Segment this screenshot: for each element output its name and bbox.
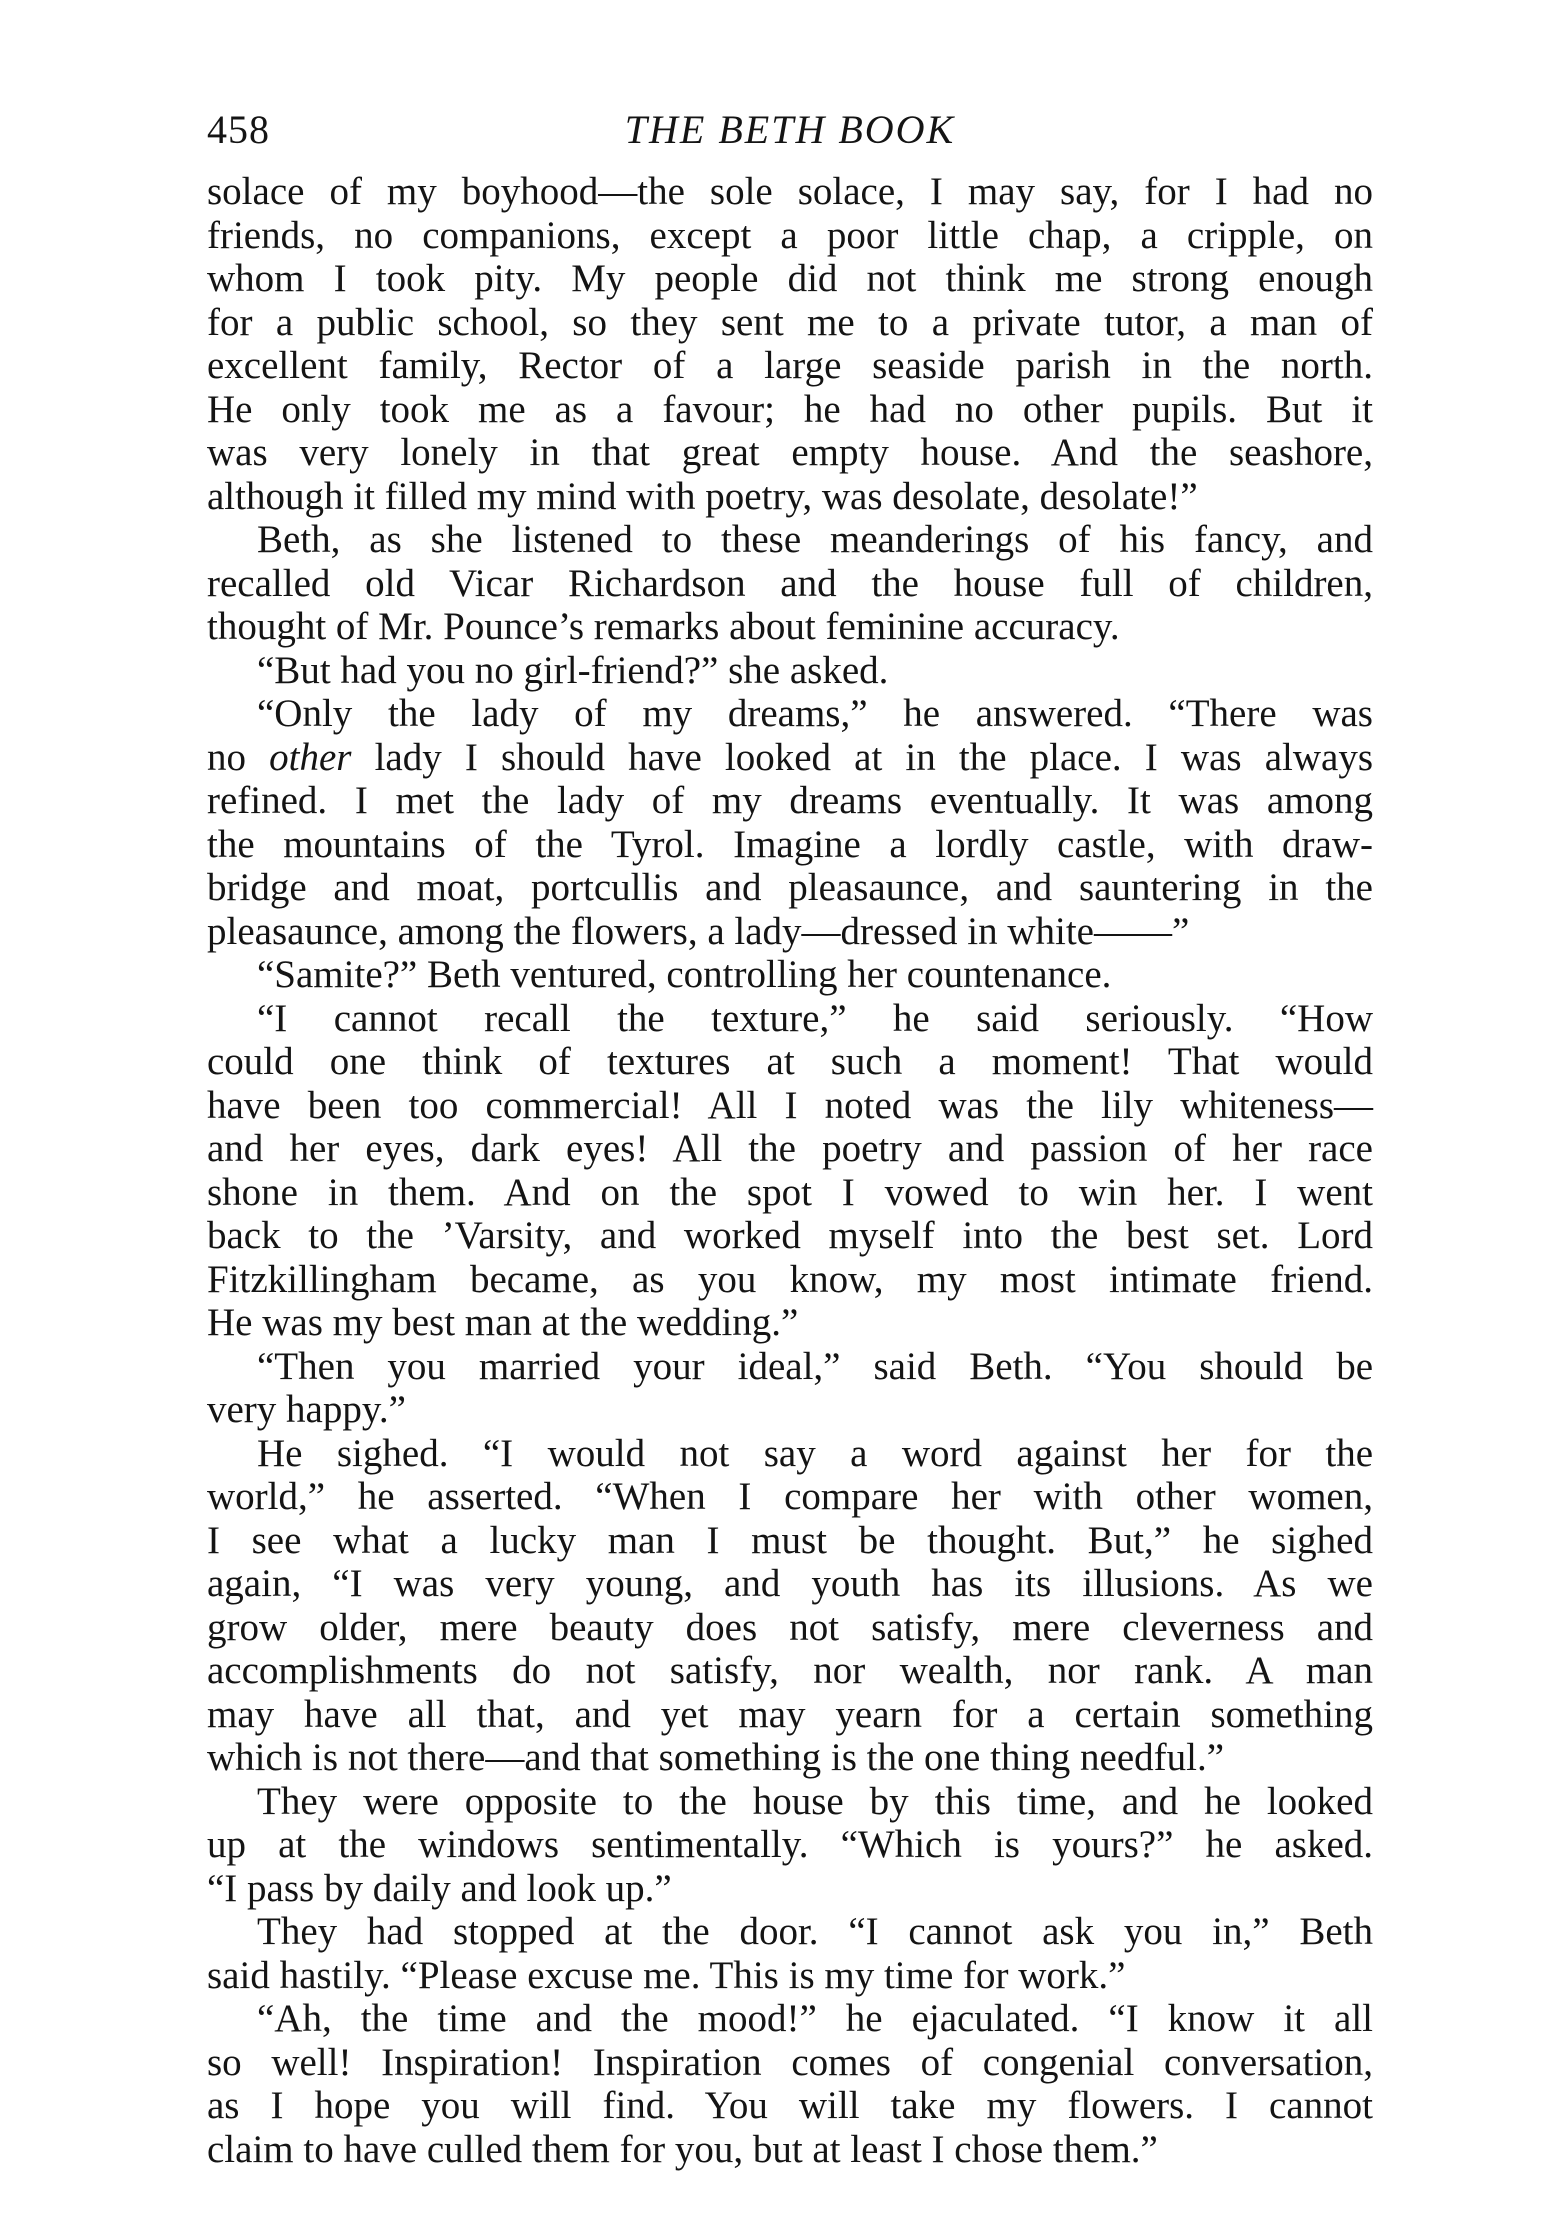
text-line: again, “I was very young, and youth has its illusions. As we	[207, 1562, 1373, 1605]
text-line: so well! Inspiration! Inspiration comes of congenial conversation,	[207, 2040, 1373, 2084]
text-line: I see what a lucky man I must be thought. But,” he sighed	[207, 1518, 1373, 1562]
paragraph	[207, 1432, 1373, 1780]
text-line: friends, no companions, except a poor little chap, a cripple, on	[207, 213, 1373, 257]
text-line: claim to have culled them for you, but at least I chose them.”	[207, 2127, 1158, 2171]
text-line: excellent family, Rector of a large seaside parish in the north.	[207, 344, 1373, 387]
text-line: have been too commercial! All I noted was the lily whiteness—	[207, 1083, 1373, 1127]
paragraph	[207, 953, 1373, 997]
text-line: up at the windows sentimentally. “Which is yours?” he asked.	[207, 1823, 1373, 1866]
text-line: Fitzkillingham became, as you know, my most intimate friend.	[207, 1257, 1373, 1301]
text-line: “But had you no girl-friend?” she asked.	[257, 648, 889, 692]
text-line: They were opposite to the house by this time, and he looked	[257, 1779, 1373, 1823]
text-line: “Then you married your ideal,” said Beth. “You should be	[257, 1344, 1373, 1388]
paragraph	[207, 692, 1373, 953]
text-line: could one think of textures at such a moment! That would	[207, 1040, 1373, 1083]
text-line: said hastily. “Please excuse me. This is my time for work.”	[207, 1953, 1126, 1997]
text-line: solace of my boyhood—the sole solace, I may say, for I had no	[207, 170, 1373, 213]
paragraph	[207, 1345, 1373, 1432]
text-line: the mountains of the Tyrol. Imagine a lordly castle, with draw-	[207, 822, 1373, 866]
text-line: world,” he asserted. “When I compare her with other women,	[207, 1475, 1373, 1518]
text-line: shone in them. And on the spot I vowed to win her. I went	[207, 1170, 1373, 1214]
paragraph	[207, 997, 1373, 1345]
paragraph	[207, 1997, 1373, 2171]
text-line: “Samite?” Beth ventured, controlling her countenance.	[257, 953, 1112, 996]
text-line: “I pass by daily and look up.”	[207, 1866, 672, 1910]
text-line: very happy.”	[207, 1388, 406, 1431]
text-line: “Only the lady of my dreams,” he answered. “There was	[257, 692, 1373, 735]
text-line: Beth, as she listened to these meanderings of his fancy, and	[257, 518, 1373, 561]
emphasis: other	[269, 735, 352, 779]
text-line: bridge and moat, portcullis and pleasaunce, and sauntering in the	[207, 866, 1373, 909]
text-line: “Ah, the time and the mood!” he ejaculated. “I know it all	[257, 1997, 1373, 2040]
text-line: for a public school, so they sent me to a private tutor, a man of	[207, 300, 1373, 344]
text-line: which is not there—and that something is the one thing needful.”	[207, 1736, 1225, 1779]
text-line: and her eyes, dark eyes! All the poetry and passion of her race	[207, 1127, 1373, 1170]
paragraph	[207, 170, 1373, 518]
text-line: He only took me as a favour; he had no other pupils. But it	[207, 387, 1373, 431]
paragraph	[207, 1910, 1373, 1997]
page-number: 458	[207, 107, 270, 152]
text-line: back to the ’Varsity, and worked myself into the best set. Lord	[207, 1214, 1373, 1257]
text-line: refined. I met the lady of my dreams eventually. It was among	[207, 779, 1373, 822]
text-line: grow older, mere beauty does not satisfy, mere cleverness and	[207, 1605, 1373, 1649]
text-line: They had stopped at the door. “I cannot ask you in,” Beth	[257, 1910, 1373, 1953]
body-text	[207, 170, 1373, 2171]
text-line: recalled old Vicar Richardson and the house full of children,	[207, 561, 1373, 605]
running-head	[207, 102, 1373, 158]
paragraph	[207, 1780, 1373, 1911]
text-line: may have all that, and yet may yearn for a certain something	[207, 1692, 1373, 1736]
text-line: accomplishments do not satisfy, nor wealth, nor rank. A man	[207, 1649, 1373, 1692]
text-line: He was my best man at the wedding.”	[207, 1301, 799, 1344]
text-line: pleasaunce, among the flowers, a lady—dressed in white——”	[207, 909, 1190, 953]
text-line: thought of Mr. Pounce’s remarks about feminine accuracy.	[207, 605, 1120, 648]
running-title: THE BETH BOOK	[624, 107, 956, 152]
text-line: although it filled my mind with poetry, was desolate, desolate!”	[207, 474, 1198, 518]
text-line: He sighed. “I would not say a word against her for the	[257, 1431, 1373, 1475]
text-line: no other lady I should have looked at in the place. I was always	[207, 735, 1374, 779]
text-line: was very lonely in that great empty house. And the seashore,	[207, 431, 1373, 474]
text-line: whom I took pity. My people did not think me strong enough	[207, 257, 1373, 300]
paragraph	[207, 518, 1373, 649]
text-line: as I hope you will find. You will take my flowers. I cannot	[207, 2084, 1373, 2127]
paragraph	[207, 649, 1373, 693]
text-line: “I cannot recall the texture,” he said seriously. “How	[257, 996, 1373, 1040]
